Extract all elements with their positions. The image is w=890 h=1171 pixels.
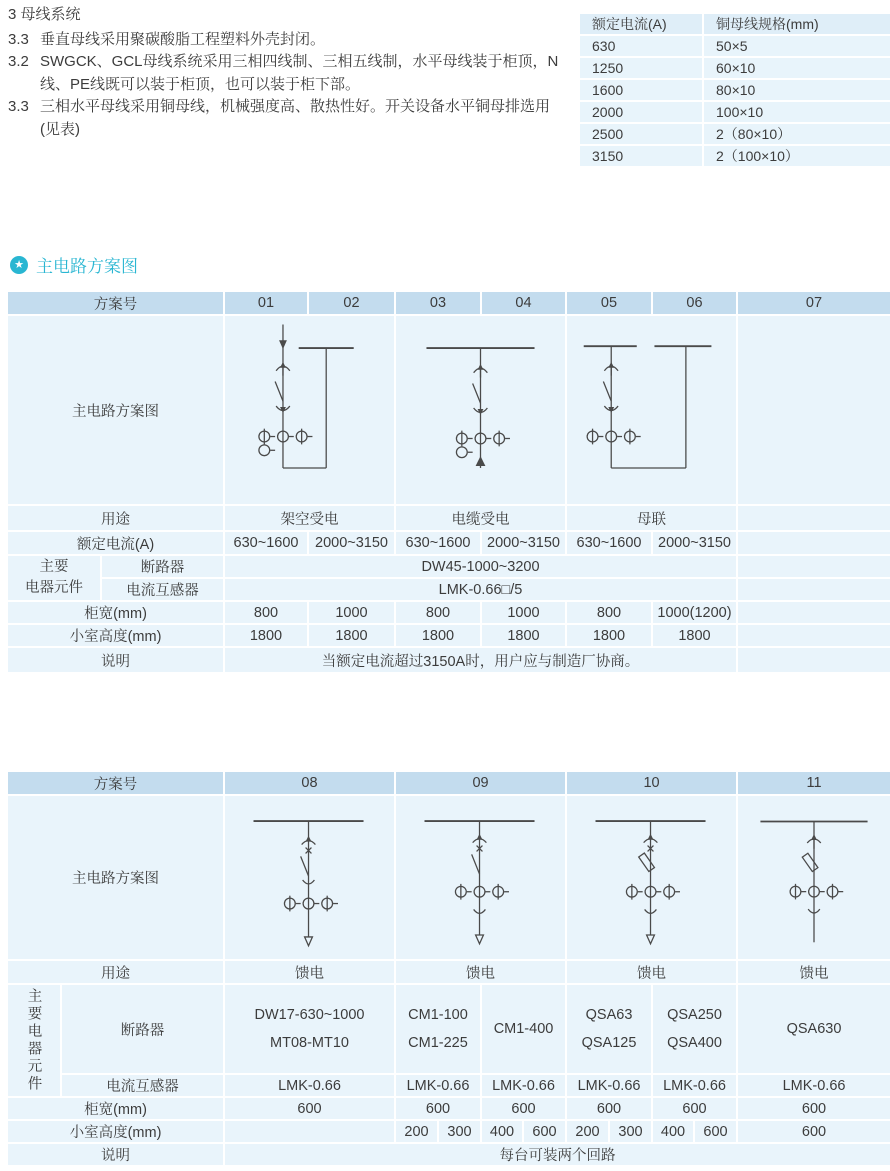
breaker-value-line: DW17-630~1000: [254, 1006, 365, 1023]
busbar-spec-cell: 60×10: [703, 57, 890, 79]
rated-current-row: [7, 531, 890, 555]
busbar-spec-cell: 2（100×10）: [703, 145, 890, 167]
note-label: 说明: [7, 647, 224, 673]
intro-item-number: 3.2: [8, 53, 29, 70]
note-cell-empty-07: [737, 647, 890, 673]
ct-cell: LMK-0.66: [481, 1074, 566, 1097]
busbar-spec-cell: 2（80×10）: [703, 123, 890, 145]
breaker-cell-11: QSA630: [737, 984, 890, 1074]
scheme2-header-row: [7, 771, 890, 795]
busbar-row: [579, 123, 890, 145]
busbar-spec-table: [578, 12, 890, 168]
intro-item-number: 3.3: [8, 30, 29, 48]
cell-height-cell: 400: [481, 1120, 523, 1143]
cell-height-cell: 1800: [566, 624, 652, 647]
cabinet-width-cell: 600: [224, 1097, 395, 1120]
scheme-col-06: 06: [652, 291, 737, 315]
rated-current-cell: 2000~3150: [652, 531, 737, 555]
ct-cell: LMK-0.66: [566, 1074, 652, 1097]
intro-item: [8, 29, 564, 52]
scheme-col-09: 09: [395, 771, 566, 795]
scheme-col-10: 10: [566, 771, 737, 795]
use-row: [7, 505, 890, 531]
rated-current-cell-empty-07: [737, 531, 890, 555]
diagram-row: [7, 795, 890, 960]
busbar-row: [579, 79, 890, 101]
intro-item-text: 三相水平母线采用铜母线，机械强度高、散热性好。开关设备水平铜母排选用(见表): [40, 98, 551, 138]
feeder-fuse-switch-circuit-icon: [568, 798, 735, 958]
scheme-col-05: 05: [566, 291, 652, 315]
busbar-current-cell: 630: [579, 35, 703, 57]
overhead-incoming-circuit-icon: [226, 317, 393, 503]
main-components-line2: 电器元件: [25, 580, 83, 596]
ct-cell: LMK-0.66: [737, 1074, 890, 1097]
diagram-cell-overhead-incoming: [224, 315, 395, 505]
ct-label: 电流互感器: [61, 1074, 224, 1097]
note-value-cell: 当额定电流超过3150A时，用户应与制造厂协商。: [224, 647, 737, 673]
cell-height-cell: 600: [694, 1120, 737, 1143]
use-cell-feeder-09: 馈电: [395, 960, 566, 984]
feeder-fuse-switch-circuit-icon: [739, 798, 889, 958]
cell-height-cell: 1800: [308, 624, 395, 647]
cell-height-cell: 1800: [224, 624, 308, 647]
scheme-col-11: 11: [737, 771, 890, 795]
busbar-row: [579, 101, 890, 123]
breaker-value-line: CM1-225: [408, 1035, 468, 1051]
breaker-label: 断路器: [61, 984, 224, 1074]
diagram-row-label: 主电路方案图: [7, 795, 224, 960]
rated-current-label: 额定电流(A): [7, 531, 224, 555]
cabinet-width-row: [7, 601, 890, 624]
use-cell-overhead: 架空受电: [224, 505, 395, 531]
note-value-cell: 每台可装两个回路: [224, 1143, 890, 1166]
diagram-cell-feeder-10: [566, 795, 737, 960]
cell-height-cell: 400: [652, 1120, 694, 1143]
cabinet-width-cell: 1000(1200): [652, 601, 737, 624]
cabinet-width-cell: 800: [224, 601, 308, 624]
busbar-row: [579, 145, 890, 167]
ct-label: 电流互感器: [101, 578, 224, 601]
cabinet-width-cell: 1000: [308, 601, 395, 624]
cell-height-cell-empty-08: [224, 1120, 395, 1143]
cell-height-row: [7, 1120, 890, 1143]
scheme-col-02: 02: [308, 291, 395, 315]
busbar-current-cell: 1250: [579, 57, 703, 79]
note-row: [7, 1143, 890, 1166]
feeder-breaker-circuit-icon: [226, 798, 393, 958]
cabinet-width-row: [7, 1097, 890, 1120]
cell-height-cell: 300: [438, 1120, 481, 1143]
use-row-label: 用途: [7, 960, 224, 984]
breaker-row: [7, 555, 890, 578]
rated-current-cell: 630~1600: [566, 531, 652, 555]
busbar-spec-cell: 100×10: [703, 101, 890, 123]
cabinet-width-label: 柜宽(mm): [7, 601, 224, 624]
intro-item-text: SWGCK、GCL母线系统采用三相四线制、三相五线制，水平母线装于柜顶，N线、PE线既可以装于柜顶，也可以装于柜下部。: [40, 53, 559, 93]
use-cell-feeder-11: 馈电: [737, 960, 890, 984]
intro-item-number: 3.3: [8, 98, 29, 115]
cell-height-row: [7, 624, 890, 647]
cabinet-width-cell: 600: [566, 1097, 652, 1120]
scheme-col-01: 01: [224, 291, 308, 315]
cell-height-cell: 300: [609, 1120, 652, 1143]
busbar-header-row: [579, 13, 890, 35]
cabinet-width-cell: 800: [395, 601, 481, 624]
diagram-cell-feeder-09: [395, 795, 566, 960]
use-row-label: 用途: [7, 505, 224, 531]
breaker-value-line: QSA250: [667, 1006, 722, 1023]
ct-cell-empty-07: [737, 578, 890, 601]
use-cell-empty-07: [737, 505, 890, 531]
breaker-value-line: MT08-MT10: [270, 1035, 349, 1051]
diagram-cell-bus-coupler: [566, 315, 737, 505]
rated-current-cell: 2000~3150: [308, 531, 395, 555]
cell-height-cell: 1800: [395, 624, 481, 647]
breaker-label: 断路器: [101, 555, 224, 578]
star-in-circle-icon: ★: [10, 256, 28, 274]
scheme-no-header: 方案号: [7, 771, 224, 795]
diagram-cell-feeder-08: [224, 795, 395, 960]
busbar-row: [579, 57, 890, 79]
note-label: 说明: [7, 1143, 224, 1166]
intro-heading: 3 母线系统: [8, 6, 81, 23]
rated-current-cell: 630~1600: [395, 531, 481, 555]
cabinet-width-cell: 600: [395, 1097, 481, 1120]
section-title: 主电路方案图: [36, 257, 138, 276]
breaker-cell-10a: [566, 984, 652, 1074]
ct-row: [7, 578, 890, 601]
breaker-cell-09a: [395, 984, 481, 1074]
cable-incoming-circuit-icon: [397, 317, 564, 503]
ct-value-cell: LMK-0.66□/5: [224, 578, 737, 601]
busbar-spec-cell: 50×5: [703, 35, 890, 57]
bus-coupler-circuit-icon: [568, 317, 735, 503]
use-cell-coupler: 母联: [566, 505, 737, 531]
busbar-current-cell: 3150: [579, 145, 703, 167]
scheme-col-07: 07: [737, 291, 890, 315]
feeder-breaker-ct-circuit-icon: [397, 798, 564, 958]
main-components-label: [7, 984, 61, 1097]
main-components-line1: 主要: [39, 558, 69, 575]
cell-height-cell: 200: [395, 1120, 438, 1143]
cabinet-width-cell-empty-07: [737, 601, 890, 624]
ct-row: [7, 1074, 890, 1097]
diagram-cell-empty-07: [737, 315, 890, 505]
section-title-row: [10, 252, 138, 277]
cell-height-label: 小室高度(mm): [7, 624, 224, 647]
cabinet-width-cell: 800: [566, 601, 652, 624]
use-cell-feeder-08: 馈电: [224, 960, 395, 984]
main-components-label: [7, 555, 101, 601]
intro-item: [8, 51, 564, 96]
rated-current-cell: 2000~3150: [481, 531, 566, 555]
diagram-row: [7, 315, 890, 505]
breaker-value-line: QSA63: [585, 1006, 633, 1023]
scheme-col-08: 08: [224, 771, 395, 795]
busbar-spec-cell: 80×10: [703, 79, 890, 101]
main-components-vertical-text: 主要电器元件: [25, 988, 42, 1093]
intro-item-text: 垂直母线采用聚碳酸脂工程塑料外壳封闭。: [40, 30, 326, 48]
diagram-cell-cable-incoming: [395, 315, 566, 505]
scheme-table-01-07: [6, 290, 890, 674]
ct-cell: LMK-0.66: [224, 1074, 395, 1097]
diagram-row-label: 主电路方案图: [7, 315, 224, 505]
cell-height-cell: 600: [523, 1120, 566, 1143]
cell-height-cell-empty-07: [737, 624, 890, 647]
ct-cell: LMK-0.66: [395, 1074, 481, 1097]
breaker-row: [7, 984, 890, 1074]
cell-height-cell: 200: [566, 1120, 609, 1143]
diagram-cell-feeder-11: [737, 795, 890, 960]
ct-cell: LMK-0.66: [652, 1074, 737, 1097]
intro-section: [8, 4, 564, 141]
use-cell-cable: 电缆受电: [395, 505, 566, 531]
breaker-value-cell: DW45-1000~3200: [224, 555, 737, 578]
cabinet-width-cell: 600: [737, 1097, 890, 1120]
cabinet-width-label: 柜宽(mm): [7, 1097, 224, 1120]
cabinet-width-cell: 1000: [481, 601, 566, 624]
breaker-cell-09b: CM1-400: [481, 984, 566, 1074]
busbar-col-header-spec: 铜母线规格(mm): [703, 13, 890, 35]
cell-height-label: 小室高度(mm): [7, 1120, 224, 1143]
busbar-current-cell: 1600: [579, 79, 703, 101]
cell-height-cell: 600: [737, 1120, 890, 1143]
scheme-no-header: 方案号: [7, 291, 224, 315]
breaker-value-line: QSA125: [581, 1035, 637, 1051]
scheme1-header-row: [7, 291, 890, 315]
cell-height-cell: 1800: [652, 624, 737, 647]
note-row: [7, 647, 890, 673]
breaker-cell-10b: [652, 984, 737, 1074]
intro-item: [8, 96, 564, 141]
scheme-table-08-11: [6, 770, 890, 1167]
use-cell-feeder-10: 馈电: [566, 960, 737, 984]
cabinet-width-cell: 600: [481, 1097, 566, 1120]
scheme-col-03: 03: [395, 291, 481, 315]
cabinet-width-cell: 600: [652, 1097, 737, 1120]
breaker-cell-08: [224, 984, 395, 1074]
scheme-col-04: 04: [481, 291, 566, 315]
use-row: [7, 960, 890, 984]
cell-height-cell: 1800: [481, 624, 566, 647]
busbar-current-cell: 2500: [579, 123, 703, 145]
breaker-value-line: QSA400: [667, 1035, 722, 1051]
busbar-col-header-current: 额定电流(A): [579, 13, 703, 35]
rated-current-cell: 630~1600: [224, 531, 308, 555]
breaker-value-line: CM1-100: [408, 1006, 468, 1023]
breaker-cell-empty-07: [737, 555, 890, 578]
busbar-current-cell: 2000: [579, 101, 703, 123]
busbar-row: [579, 35, 890, 57]
